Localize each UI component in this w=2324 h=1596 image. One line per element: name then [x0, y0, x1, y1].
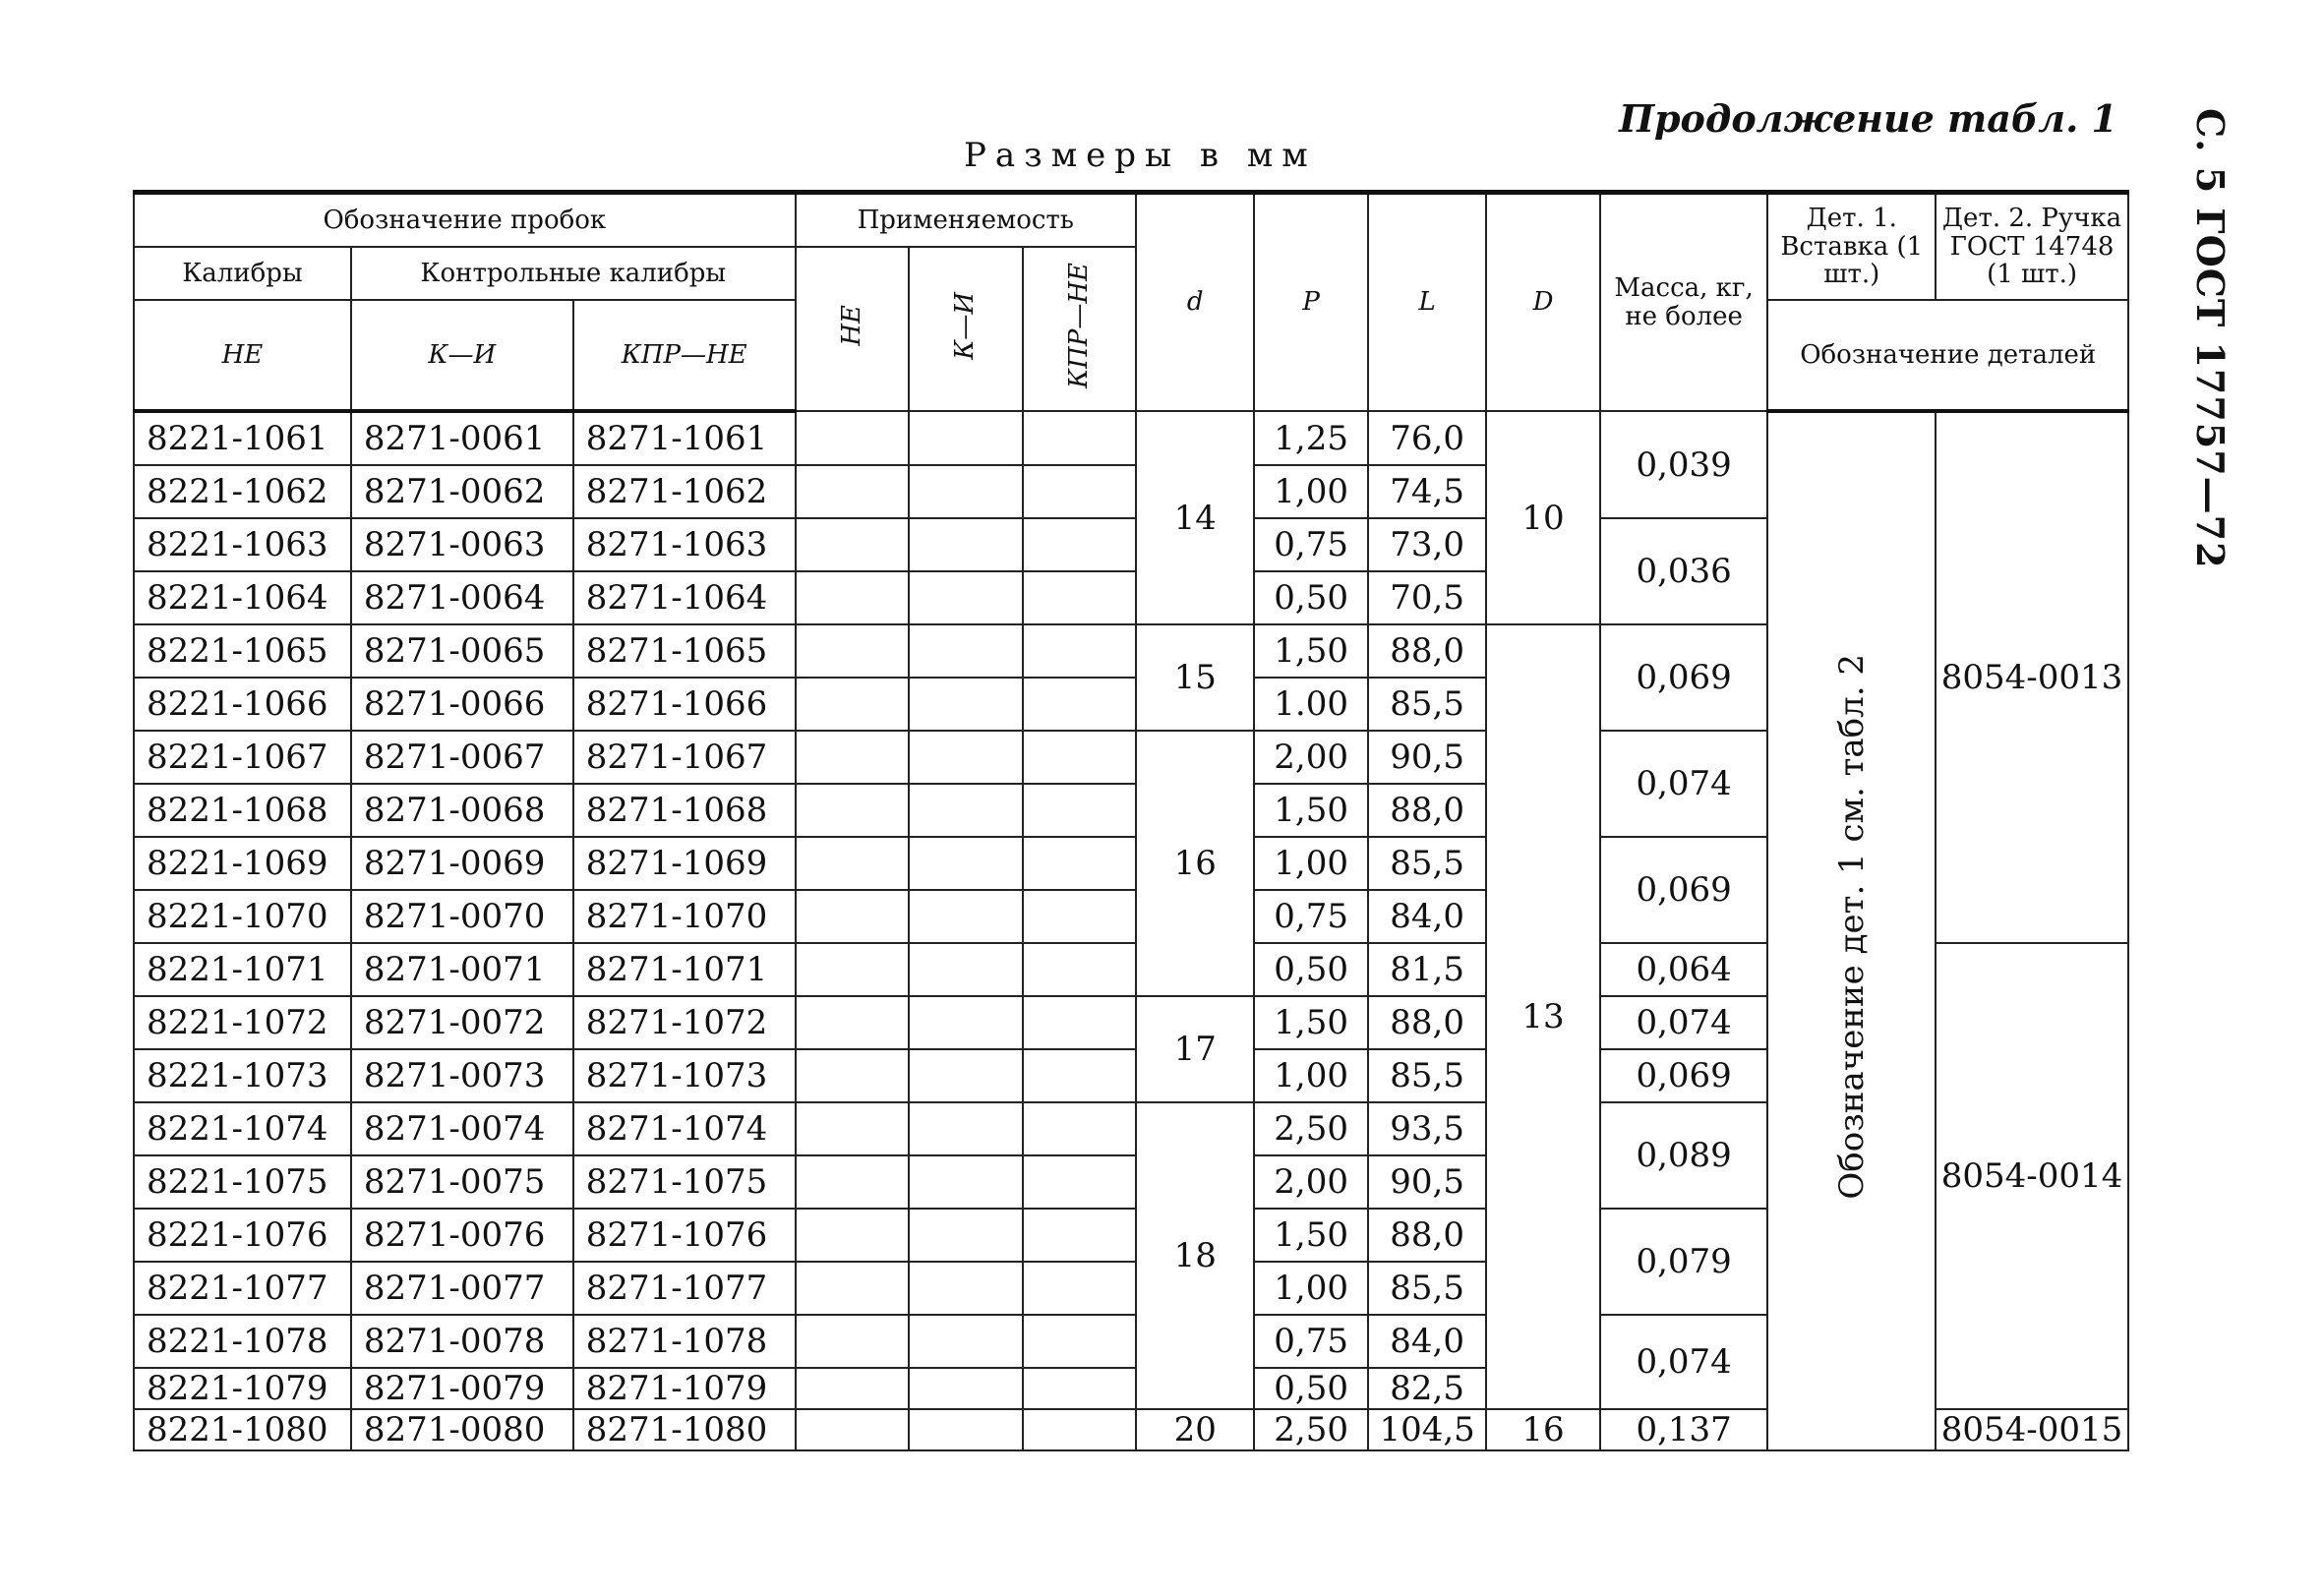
kpr-code: 8271-1075	[573, 1155, 796, 1209]
app-ki-cell	[909, 624, 1022, 678]
p-value: 0,75	[1254, 518, 1367, 571]
app-ki-cell	[909, 890, 1022, 943]
d-value: 20	[1136, 1409, 1254, 1450]
ki-code: 8271-0070	[351, 890, 573, 943]
ne-code: 8221-1078	[134, 1315, 351, 1368]
kpr-code: 8271-1074	[573, 1102, 796, 1155]
kpr-code: 8271-1073	[573, 1049, 796, 1102]
kpr-code: 8271-1077	[573, 1262, 796, 1315]
p-value: 1,00	[1254, 1262, 1367, 1315]
l-value: 85,5	[1368, 1049, 1486, 1102]
mass-value: 0,069	[1600, 624, 1768, 731]
dd-value: 13	[1486, 624, 1599, 1409]
ki-code: 8271-0073	[351, 1049, 573, 1102]
kpr-code: 8271-1067	[573, 731, 796, 784]
p-value: 0,50	[1254, 1368, 1367, 1409]
app-ne-cell	[796, 624, 909, 678]
app-ki-cell	[909, 1209, 1022, 1262]
ne-code: 8221-1073	[134, 1049, 351, 1102]
ne-code: 8221-1065	[134, 624, 351, 678]
app-kpr-cell	[1023, 411, 1136, 465]
p-value: 1,00	[1254, 465, 1367, 518]
kpr-code: 8271-1080	[573, 1409, 796, 1450]
p-value: 1,50	[1254, 784, 1367, 837]
mass-value: 0,074	[1600, 731, 1768, 837]
mass-value: 0,069	[1600, 1049, 1768, 1102]
app-ne-cell	[796, 996, 909, 1049]
app-ki-cell	[909, 943, 1022, 996]
ne-code: 8221-1074	[134, 1102, 351, 1155]
l-value: 76,0	[1368, 411, 1486, 465]
ki-code: 8271-0071	[351, 943, 573, 996]
ki-code: 8271-0063	[351, 518, 573, 571]
app-ne-cell	[796, 1155, 909, 1209]
p-value: 1,00	[1254, 837, 1367, 890]
app-kpr-cell	[1023, 837, 1136, 890]
ne-code: 8221-1068	[134, 784, 351, 837]
ki-code: 8271-0068	[351, 784, 573, 837]
app-ne-cell	[796, 837, 909, 890]
app-ne-cell	[796, 731, 909, 784]
ne-code: 8221-1075	[134, 1155, 351, 1209]
dd-header: D	[1486, 193, 1599, 412]
dd-value: 16	[1486, 1409, 1599, 1450]
l-value: 70,5	[1368, 571, 1486, 624]
app-ki-cell	[909, 1102, 1022, 1155]
kpr-ne-header: КПР—НЕ	[573, 300, 796, 411]
l-value: 90,5	[1368, 1155, 1486, 1209]
mass-header: Масса, кг, не более	[1600, 193, 1768, 412]
app-ne-cell	[796, 1209, 909, 1262]
p-value: 2,50	[1254, 1102, 1367, 1155]
ne-code: 8221-1080	[134, 1409, 351, 1450]
k-i-header: К—И	[351, 300, 573, 411]
mass-value: 0,036	[1600, 518, 1768, 624]
app-kpr-cell	[1023, 1315, 1136, 1368]
app-kpr-cell	[1023, 624, 1136, 678]
kpr-code: 8271-1068	[573, 784, 796, 837]
ki-code: 8271-0080	[351, 1409, 573, 1450]
p-value: 0,75	[1254, 890, 1367, 943]
app-ne-cell	[796, 1409, 909, 1450]
l-value: 85,5	[1368, 678, 1486, 731]
app-ne-cell	[796, 411, 909, 465]
app-ki-cell	[909, 1409, 1022, 1450]
app-ki-cell	[909, 518, 1022, 571]
gauge-table	[133, 190, 2129, 1451]
table-row	[134, 411, 2128, 465]
app-ki-cell	[909, 411, 1022, 465]
kpr-code: 8271-1079	[573, 1368, 796, 1409]
gauges-header: Калибры	[134, 247, 351, 300]
app-ne-cell	[796, 465, 909, 518]
app-kpr-cell	[1023, 1262, 1136, 1315]
app-kpr-cell	[1023, 1409, 1136, 1450]
app-kpr-cell	[1023, 518, 1136, 571]
det2-header: Дет. 2. Ручка ГОСТ 14748 (1 шт.)	[1936, 193, 2128, 301]
app-ne-cell	[796, 1315, 909, 1368]
ne-header: НЕ	[134, 300, 351, 411]
app-kpr-ne-header: КПР—НЕ	[1023, 247, 1136, 411]
app-ne-cell	[796, 518, 909, 571]
kpr-code: 8271-1076	[573, 1209, 796, 1262]
p-value: 0,50	[1254, 943, 1367, 996]
app-ki-cell	[909, 571, 1022, 624]
continuation-title: Продолжение табл. 1	[1619, 96, 2117, 141]
mass-value: 0,074	[1600, 1315, 1768, 1409]
ki-code: 8271-0064	[351, 571, 573, 624]
app-kpr-cell	[1023, 678, 1136, 731]
det1-header: Дет. 1. Вставка (1 шт.)	[1767, 193, 1936, 301]
app-ki-cell	[909, 1315, 1022, 1368]
ne-code: 8221-1079	[134, 1368, 351, 1409]
app-ne-cell	[796, 1368, 909, 1409]
units-caption: Размеры в мм	[964, 136, 1317, 175]
app-ki-cell	[909, 837, 1022, 890]
app-kpr-cell	[1023, 1368, 1136, 1409]
p-value: 2,00	[1254, 1155, 1367, 1209]
d-value: 14	[1136, 411, 1254, 624]
ki-code: 8271-0075	[351, 1155, 573, 1209]
app-kpr-cell	[1023, 731, 1136, 784]
l-value: 88,0	[1368, 624, 1486, 678]
kpr-code: 8271-1069	[573, 837, 796, 890]
app-ne-cell	[796, 890, 909, 943]
app-kpr-cell	[1023, 996, 1136, 1049]
mass-value: 0,069	[1600, 837, 1768, 943]
kpr-code: 8271-1071	[573, 943, 796, 996]
app-ne-cell	[796, 943, 909, 996]
p-value: 1,50	[1254, 996, 1367, 1049]
l-value: 85,5	[1368, 837, 1486, 890]
ne-code: 8221-1069	[134, 837, 351, 890]
app-ne-header: НЕ	[796, 247, 909, 411]
kpr-code: 8271-1066	[573, 678, 796, 731]
ne-code: 8221-1071	[134, 943, 351, 996]
parts-designation-header: Обозначение деталей	[1767, 300, 2128, 411]
det2-value: 8054-0013	[1936, 411, 2128, 943]
l-value: 88,0	[1368, 996, 1486, 1049]
ne-code: 8221-1077	[134, 1262, 351, 1315]
ne-code: 8221-1072	[134, 996, 351, 1049]
l-header: L	[1368, 193, 1486, 412]
app-kpr-cell	[1023, 784, 1136, 837]
ki-code: 8271-0079	[351, 1368, 573, 1409]
l-value: 84,0	[1368, 890, 1486, 943]
d-value: 18	[1136, 1102, 1254, 1409]
det2-value: 8054-0014	[1936, 943, 2128, 1409]
app-ki-cell	[909, 1262, 1022, 1315]
p-value: 0,75	[1254, 1315, 1367, 1368]
app-ne-cell	[796, 678, 909, 731]
l-value: 82,5	[1368, 1368, 1486, 1409]
kpr-code: 8271-1072	[573, 996, 796, 1049]
ki-code: 8271-0062	[351, 465, 573, 518]
ki-code: 8271-0067	[351, 731, 573, 784]
ki-code: 8271-0078	[351, 1315, 573, 1368]
ki-code: 8271-0076	[351, 1209, 573, 1262]
app-kpr-cell	[1023, 1049, 1136, 1102]
app-ki-cell	[909, 465, 1022, 518]
kpr-code: 8271-1062	[573, 465, 796, 518]
mass-value: 0,137	[1600, 1409, 1768, 1450]
mass-value: 0,064	[1600, 943, 1768, 996]
ki-code: 8271-0061	[351, 411, 573, 465]
ki-code: 8271-0077	[351, 1262, 573, 1315]
kpr-code: 8271-1070	[573, 890, 796, 943]
app-ki-cell	[909, 678, 1022, 731]
control-gauges-header: Контрольные калибры	[351, 247, 796, 300]
det1-note: Обозначение дет. 1 см. табл. 2	[1767, 411, 1936, 1450]
kpr-code: 8271-1064	[573, 571, 796, 624]
det2-value: 8054-0015	[1936, 1409, 2128, 1450]
p-value: 1,25	[1254, 411, 1367, 465]
app-kpr-cell	[1023, 1155, 1136, 1209]
app-ne-cell	[796, 1102, 909, 1155]
ki-code: 8271-0072	[351, 996, 573, 1049]
ne-code: 8221-1063	[134, 518, 351, 571]
d-value: 17	[1136, 996, 1254, 1102]
ne-code: 8221-1070	[134, 890, 351, 943]
l-value: 88,0	[1368, 784, 1486, 837]
mass-value: 0,089	[1600, 1102, 1768, 1209]
mass-value: 0,079	[1600, 1209, 1768, 1315]
dd-value: 10	[1486, 411, 1599, 624]
kpr-code: 8271-1078	[573, 1315, 796, 1368]
l-value: 81,5	[1368, 943, 1486, 996]
app-kpr-cell	[1023, 1102, 1136, 1155]
l-value: 73,0	[1368, 518, 1486, 571]
p-value: 1,50	[1254, 624, 1367, 678]
ki-code: 8271-0074	[351, 1102, 573, 1155]
p-value: 1,50	[1254, 1209, 1367, 1262]
l-value: 90,5	[1368, 731, 1486, 784]
kpr-code: 8271-1065	[573, 624, 796, 678]
ne-code: 8221-1064	[134, 571, 351, 624]
l-value: 93,5	[1368, 1102, 1486, 1155]
ne-code: 8221-1062	[134, 465, 351, 518]
ne-code: 8221-1067	[134, 731, 351, 784]
app-kpr-cell	[1023, 465, 1136, 518]
l-value: 104,5	[1368, 1409, 1486, 1450]
ne-code: 8221-1076	[134, 1209, 351, 1262]
app-kpr-cell	[1023, 943, 1136, 996]
l-value: 74,5	[1368, 465, 1486, 518]
p-value: 2,50	[1254, 1409, 1367, 1450]
plug-designation-header: Обозначение пробок	[134, 193, 796, 248]
p-value: 1.00	[1254, 678, 1367, 731]
p-value: 0,50	[1254, 571, 1367, 624]
ki-code: 8271-0066	[351, 678, 573, 731]
app-ne-cell	[796, 1262, 909, 1315]
d-value: 15	[1136, 624, 1254, 731]
ne-code: 8221-1061	[134, 411, 351, 465]
app-ki-cell	[909, 1368, 1022, 1409]
ki-code: 8271-0065	[351, 624, 573, 678]
applicability-header: Применяемость	[796, 193, 1136, 248]
ne-code: 8221-1066	[134, 678, 351, 731]
app-ki-cell	[909, 1155, 1022, 1209]
app-k-i-header: К—И	[909, 247, 1022, 411]
ki-code: 8271-0069	[351, 837, 573, 890]
app-ne-cell	[796, 784, 909, 837]
app-kpr-cell	[1023, 1209, 1136, 1262]
app-ki-cell	[909, 1049, 1022, 1102]
p-value: 1,00	[1254, 1049, 1367, 1102]
kpr-code: 8271-1061	[573, 411, 796, 465]
p-value: 2,00	[1254, 731, 1367, 784]
app-ki-cell	[909, 731, 1022, 784]
p-header: P	[1254, 193, 1367, 412]
l-value: 85,5	[1368, 1262, 1486, 1315]
app-ne-cell	[796, 1049, 909, 1102]
app-ne-cell	[796, 571, 909, 624]
d-header: d	[1136, 193, 1254, 412]
app-kpr-cell	[1023, 890, 1136, 943]
mass-value: 0,039	[1600, 411, 1768, 518]
app-ki-cell	[909, 784, 1022, 837]
app-kpr-cell	[1023, 571, 1136, 624]
l-value: 84,0	[1368, 1315, 1486, 1368]
mass-value: 0,074	[1600, 996, 1768, 1049]
l-value: 88,0	[1368, 1209, 1486, 1262]
side-standard-label: С. 5 ГОСТ 17757—72	[2188, 108, 2233, 569]
d-value: 16	[1136, 731, 1254, 996]
app-ki-cell	[909, 996, 1022, 1049]
kpr-code: 8271-1063	[573, 518, 796, 571]
